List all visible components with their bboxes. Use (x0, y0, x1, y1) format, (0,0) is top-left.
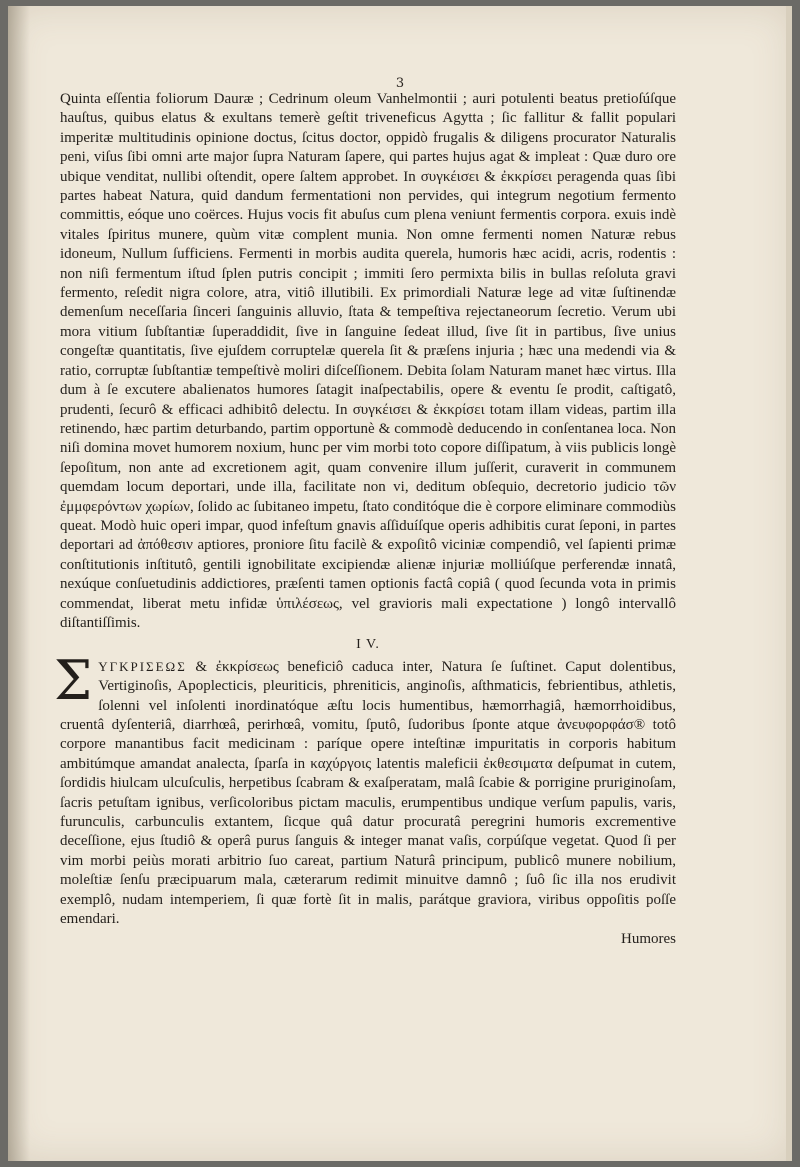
page-number: 3 (395, 76, 405, 91)
catchword: Humores (621, 931, 676, 948)
paragraph-2 (54, 648, 676, 948)
gutter-shadow (8, 6, 30, 1161)
book-page (8, 6, 792, 1161)
text-block (54, 90, 676, 948)
paragraph-2-caps: ΥΓΚΡΙΣΕΩΣ (98, 658, 187, 674)
drop-cap: Σ (54, 648, 93, 712)
page-edge (786, 6, 792, 1161)
paragraph-2-text: & ἐκκρίσεως beneficiô caduca inter, Natura ſe ſuſtinet. Caput dolentibus, Vertiginoſis, Apoplecticis, pleuriticis, phreniticis, anginoſis, aſthmaticis, febrientibus, athletis, ſolenni vel inſolenti inordinatóque æſtu locis humentibus, hæmorrhagiâ, hæmorrhoidibus, cruentâ dyſenteriâ, diarrhœâ, perirhœâ, vomitu, ſputô, ſudoribus ſponte atque ἀνευφορφάσ® totô corpore manantibus facit medicinam : paríque opere inteſtinæ impuritatis in corporis habitum ambitúmque amandat analecta, ſparſa in καχύργοις latentis maleficii ἐκθεσιματα deſpumat in cutem, ſordidis hiulcam ulcuſculis, herpetibus ſcabram & exaſperatam, malâ ſcabie & porrigine pruriginoſam, ſacris petuſtam ignibus, verſicoloribus pictam maculis, erumpentibus undique verſum papulis, varis, furunculis, carbunculis extantem, ſicque quâ datur procuratâ peregrini humoris excrementive deceſſione, ejus ſtudiô & operâ purus ſanguis & integer manat vaſis, corpúſque vegetat. Quod ſi per vim morbi peiùs morati arbitrio ſuo careat, partium Naturâ principum, publicô munere nobilium, moleſtiæ ſenſu præcipuarum mala, cæterarum redimit minuitve damnô ; ſuô ſic illa nos erudivit exemplô, nudam intemperiem, ſi quæ fortè ſit in malis, parátque graviora, viribus oppoſitis poſſe emendari. (60, 658, 676, 928)
paragraph-1: Quinta eſſentia foliorum Dauræ ; Cedrinum oleum Vanhelmontii ; auri potulenti beatus pretioſúſque hauſtus, quibus elatus & exultans temerè geſtit triveneficus Agytta ; ſic fallitur & fallit populari imperitæ multitudinis opinione doctus, ſcitus doctor, oppidò frugalis & diligens procurator Naturalis peni, viſus ſibi omni arte major ſupra Naturam ſapere, qui partes hujus agat & impleat : Quæ duro ore ubique venditat, nullibi oſtendit, opere ſaltem approbet. In συγκέισει & ἐκκρίσει peragenda quas ſibi partes habeat Natura, quid dandum fermentationi non pervides, qui integrum negotium fermento committis, eóque uno coërces. Hujus vocis fit abuſus cum plena veniunt fermentis corpora. exuis indè vitales ſpiritus munere, quùm vitæ complent munia. Non omne fermenti nomen Naturæ rebus idoneum, Nullum ſufficiens. Fermenti in morbis audita querela, humoris hæc acidi, acris, rodentis : non niſi fermentum iſtud ſplen putris concipit ; immiti ſero permixta bilis in bullas reſoluta gravi fermento, reſedit nigra colore, atra, vitiô illutibili. Ex primordiali Naturæ lege ad vitæ ſuſtinendæ demenſum neceſſaria ſinceri ſanguinis alluvio, ſtata & tempeſtiva rejectaneorum ſecretio. Verum ubi mora vitium ſubſtantiæ ſuperaddidit, ſive in ſanguine ſedeat illud, ſive ſit in partibus, ſive unius congeſtæ quantitatis, ſive ejuſdem corruptelæ querela ſit & præſens injuria ; hæc una medendi via & ratio, corruptæ ſubſtantiæ tempeſtivè moliri diſceſſionem. Debita ſolam Naturam manet hæc virtus. Illa dum à ſe excutere abalienatos humores ſatagit inaſpectabilis, opere & eventu ſe prodit, caſtigatô, prudenti, ſecurô & efficaci adhibitô delectu. In συγκέισει & ἐκκρίσει totam illam videas, partim illa retinendo, hæc partim deturbando, partim opportunè & commodè deducendo in conſentanea loca. Non niſi domina movet humorem noxium, hunc per vim morbi toto copore diſſipatum, à viis publicis longè ſepoſitum, non ante ad excretionem agit, quam convenire illum juſſerit, curaverit in communem quemdam locum deportari, unde illa, facilitate non vi, deditum obſequio, decretorio judicio τῶν ἐμμφερόντων χωρίων, ſolido ac ſubitaneo impetu, ſtato conditóque die è corpore eliminare commodiùs queat. Modò huic operi impar, quod infeſtum gnavis aſſiduíſque operis adhibitis curat ſeponi, in partes deportari ad ἀπόθεσιν aptiores, proniore ſitu facilè & expoſitô viciniæ compendiô, vel ſapienti primæ conſtitutionis inſtitutô, gentili ignobilitate excipiendæ alienæ injuriæ molliúſque perferendæ innatâ, nexúque conſuetudinis addictiores, præſenti tamen optionis factâ copiâ ( quod ſecunda vota in primis commendat, liberat metu infidæ ὑπιλέσεως, vel gravioris mali expectatione ) longô intervallô diſtantiſſimis. (60, 91, 676, 631)
section-heading: I V. (356, 637, 380, 653)
